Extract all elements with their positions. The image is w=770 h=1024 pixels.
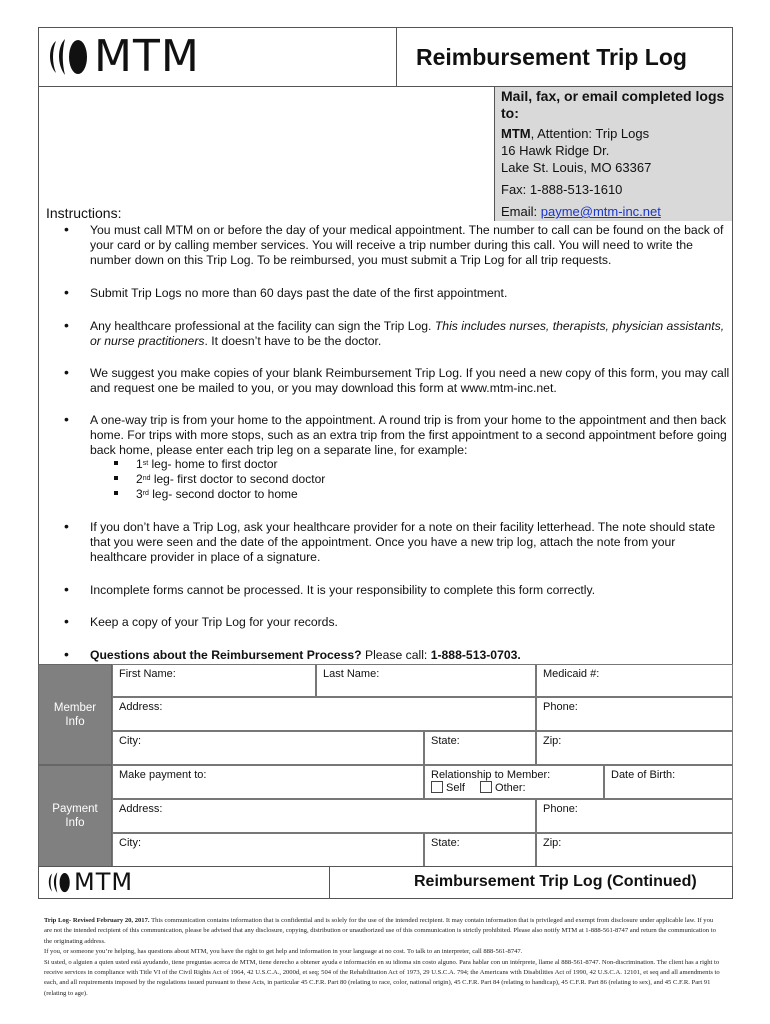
bullet-icon: • — [64, 284, 69, 300]
mail-box-city: Lake St. Louis, MO 63367 — [501, 160, 652, 175]
payment-address-field[interactable]: Address: — [112, 799, 536, 833]
square-bullet-icon — [114, 476, 118, 480]
questions-line: • Questions about the Reimbursement Process? Please call: 1-888-513-0703. — [64, 646, 521, 662]
instruction-item-6: • If you don’t have a Trip Log, ask your healthcare provider for a note on their facility letterhead. The note should state that you were seen and the date of the appointment. Once you have a new trip log, attach the note from your healthcare provider in place of a signature. — [64, 518, 716, 564]
body-left-border — [38, 87, 39, 665]
continued-divider — [329, 866, 330, 899]
member-city-field[interactable]: City: — [112, 731, 424, 765]
trip-leg-3: 3rd leg- second doctor to home — [114, 487, 298, 501]
page-title: Reimbursement Trip Log — [416, 44, 687, 70]
legal-footer — [44, 916, 720, 999]
instruction-item-2: • Submit Trip Logs no more than 60 days past the date of the first appointment. — [64, 284, 508, 300]
first-name-field[interactable]: First Name: — [112, 664, 316, 697]
payment-city-field[interactable]: City: — [112, 833, 424, 867]
member-zip-field[interactable]: Zip: — [536, 731, 733, 765]
bullet-icon: • — [64, 317, 69, 333]
trip-leg-2: 2nd leg- first doctor to second doctor — [114, 472, 325, 486]
relationship-field[interactable]: Relationship to Member: Self Other: — [424, 765, 604, 799]
other-checkbox[interactable] — [480, 781, 492, 793]
bullet-icon: • — [64, 581, 69, 597]
member-address-field[interactable]: Address: — [112, 697, 536, 731]
member-phone-field[interactable]: Phone: — [536, 697, 733, 731]
mail-box-street: 16 Hawk Ridge Dr. — [501, 143, 610, 158]
make-payment-field[interactable]: Make payment to: — [112, 765, 424, 799]
interpreter-notice: If you, or someone you’re helping, has questions about MTM, you have the right to get help and information in your language at no cost. To talk to an interpreter, call 888-561-8747. — [44, 948, 523, 956]
trip-leg-1: 1st leg- home to first doctor — [114, 457, 278, 471]
instruction-item-8: • Keep a copy of your Trip Log for your records. — [64, 613, 338, 629]
logo-text-small: MTM — [74, 868, 134, 896]
payment-info-label: Payment Info — [38, 765, 112, 867]
instructions-heading: Instructions: — [46, 205, 122, 221]
bullet-icon: • — [64, 221, 69, 237]
instruction-item-4: • We suggest you make copies of your blank Reimbursement Trip Log. If you need a new copy of this form, you may call and request one be mailed to you, or you may download this form at www.mtm-inc.net. — [64, 364, 730, 395]
square-bullet-icon — [114, 461, 118, 465]
instruction-italic: This includes nurses, therapists, physician assistants, or nurse practitioners — [90, 319, 725, 348]
member-state-field[interactable]: State: — [424, 731, 536, 765]
instruction-item-1: • You must call MTM on or before the day of your medical appointment. The number to call can be found on the back of your card or by calling member services. You will receive a trip number during this call. You will need to write the number down on this Trip Log. To be reimbursed, you must submit a Trip Log for all trip requests. — [64, 221, 724, 267]
payment-zip-field[interactable]: Zip: — [536, 833, 733, 867]
instruction-item-3: • Any healthcare professional at the facility can sign the Trip Log. This includes nurses, therapists, physician assistants, or nurse practitioners. It doesn’t have to be the doctor. — [64, 317, 725, 348]
continued-title: Reimbursement Trip Log (Continued) — [414, 873, 697, 890]
payment-state-field[interactable]: State: — [424, 833, 536, 867]
mtm-logo-mark-icon — [46, 869, 72, 895]
bullet-icon: • — [64, 518, 69, 534]
mail-box-org: MTM — [501, 126, 531, 141]
mtm-logo-small — [46, 867, 133, 897]
mtm-logo-mark-icon — [46, 33, 90, 79]
last-name-field[interactable]: Last Name: — [316, 664, 536, 697]
mail-box-heading: Mail, fax, or email completed logs to: — [501, 88, 725, 121]
mail-box-fax: Fax: 1-888-513-1610 — [501, 182, 623, 197]
instruction-item-5: • A one-way trip is from your home to the appointment. A round trip is from your home to the appointment and then back home. For trips with more stops, such as an extra trip from the first appointment to a second appointment before going back home, please enter each trip leg on a separate line, for example: — [64, 411, 727, 457]
bullet-icon: • — [64, 646, 69, 662]
confidentiality-notice: Trip Log- Revised February 20, 2017. This communication contains information that is confidential and is solely for the use of the intended recipient. It may contain information that is privileged and exempt from disclosure under applicable law. If you are not the intended recipient of this communication, please be advised that any disclosure, copying, distribution or unauthorized use of this communication is strictly prohibited. Please also notify MTM at 1-888-561-8747 and return the communication to the originating address. — [44, 917, 716, 945]
logo-text: MTM — [94, 30, 200, 82]
mail-box-email-label: Email: — [501, 204, 541, 219]
email-link[interactable]: payme@mtm-inc.net — [540, 204, 661, 219]
bullet-icon: • — [64, 364, 69, 380]
bullet-icon: • — [64, 411, 69, 427]
mtm-logo — [46, 31, 200, 81]
mail-box — [494, 87, 732, 221]
square-bullet-icon — [114, 491, 118, 495]
member-info-label: Member Info — [38, 664, 112, 765]
medicaid-field[interactable]: Medicaid #: — [536, 664, 733, 697]
body-right-border — [732, 87, 733, 665]
bullet-icon: • — [64, 613, 69, 629]
instruction-item-7: • Incomplete forms cannot be processed. It is your responsibility to complete this form correctly. — [64, 581, 596, 597]
questions-phone: 1-888-513-0703. — [430, 648, 521, 662]
header-divider — [396, 27, 397, 87]
self-checkbox[interactable] — [431, 781, 443, 793]
nondiscrimination-notice: Si usted, o alguien a quien usted está ayudando, tiene preguntas acerca de MTM, tiene derecho a obtener ayuda e información en su idioma sin costo alguno. Para hablar con un intérprete, llame al 888-561-8747. Non-discrimination. The client has a right to receive services in compliance with Title VI of the Civil Rights Act of 1964, 42 U.S.C.A., 2000d, et seq; 504 of the Rehabilitation Act of 1973, 29 U.S.C.A. 794; the Americans with Disabilities Act of 1990, 42 U.S.C.A. 12101, et seq and all amendments to each, and all requirements imposed by the regulations issued pursuant to these Acts, in particular 45 C.F.R. Part 80 (relating to race, color, national origin), 45 C.F.R. Part 84 (relating to handicap), 45 C.F.R. Part 86 (relating to sex), and 45 C.F.R. Part 91 (relating to age). — [44, 958, 720, 997]
payment-phone-field[interactable]: Phone: — [536, 799, 733, 833]
dob-field[interactable]: Date of Birth: — [604, 765, 733, 799]
mail-box-attention: , Attention: Trip Logs — [530, 126, 650, 141]
